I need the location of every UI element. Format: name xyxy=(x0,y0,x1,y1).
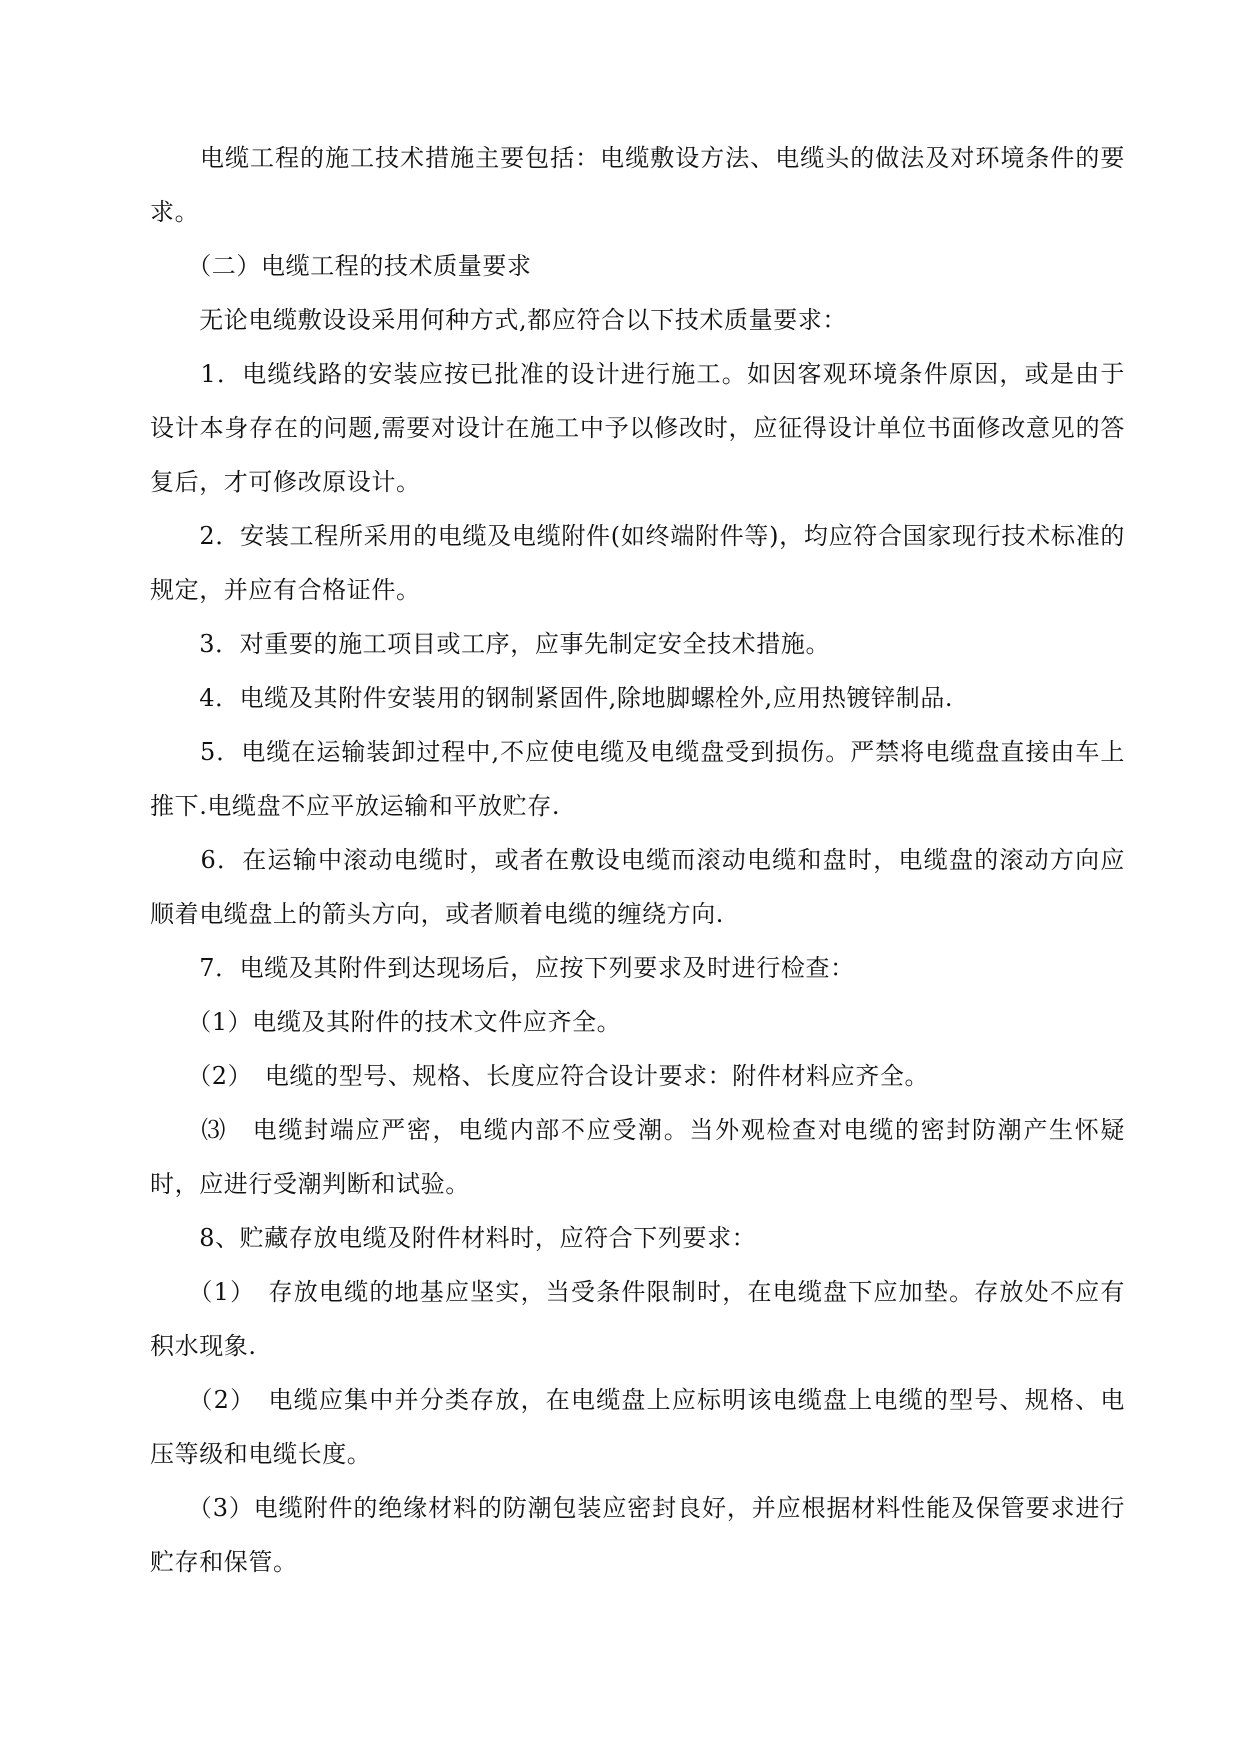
list-item-7: 7．电缆及其附件到达现场后，应按下列要求及时进行检查： xyxy=(150,954,855,982)
list-item-3: 3．对重要的施工项目或工序，应事先制定安全技术措施。 xyxy=(150,630,831,658)
list-item-4: 4．电缆及其附件安装用的钢制紧固件,除地脚螺栓外,应用热镀锌制品. xyxy=(150,684,954,712)
sub-item-7-1: （1）电缆及其附件的技术文件应齐全。 xyxy=(150,1008,622,1036)
list-item-5: 5．电缆在运输装卸过程中,不应使电缆及电缆盘受到损伤。严禁将电缆盘直接由车上推下.电缆盘不应平放运输和平放贮存. xyxy=(150,738,1125,820)
sub-item-7-3: ⑶ 电缆封端应严密，电缆内部不应受潮。当外观检查对电缆的密封防潮产生怀疑时，应进行受潮判断和试验。 xyxy=(150,1116,1125,1198)
list-item-2: 2．安装工程所采用的电缆及电缆附件(如终端附件等)，均应符合国家现行技术标准的规定，并应有合格证件。 xyxy=(150,522,1125,604)
section-heading: （二）电缆工程的技术质量要求 xyxy=(150,252,532,280)
sub-item-8-1: （1） 存放电缆的地基应坚实，当受条件限制时，在电缆盘下应加垫。存放处不应有积水现象. xyxy=(150,1278,1125,1360)
sub-item-8-2: （2） 电缆应集中并分类存放，在电缆盘上应标明该电缆盘上电缆的型号、规格、电压等级和电缆长度。 xyxy=(150,1386,1125,1468)
sub-item-8-3: （3）电缆附件的绝缘材料的防潮包装应密封良好，并应根据材料性能及保管要求进行贮存和保管。 xyxy=(150,1494,1125,1576)
paragraph-lead: 无论电缆敷设设采用何种方式,都应符合以下技术质量要求： xyxy=(150,306,848,334)
sub-item-7-2: （2） 电缆的型号、规格、长度应符合设计要求：附件材料应齐全。 xyxy=(150,1062,930,1090)
paragraph-intro: 电缆工程的施工技术措施主要包括：电缆敷设方法、电缆头的做法及对环境条件的要求。 xyxy=(150,144,1125,226)
list-item-1: 1．电缆线路的安装应按已批准的设计进行施工。如因客观环境条件原因，或是由于设计本身存在的问题,需要对设计在施工中予以修改时，应征得设计单位书面修改意见的答复后，才可修改原设计。 xyxy=(150,360,1125,496)
list-item-6: 6．在运输中滚动电缆时，或者在敷设电缆而滚动电缆和盘时，电缆盘的滚动方向应顺着电缆盘上的箭头方向，或者顺着电缆的缠绕方向. xyxy=(150,846,1125,928)
list-item-8: 8、贮藏存放电缆及附件材料时，应符合下列要求： xyxy=(150,1224,757,1252)
